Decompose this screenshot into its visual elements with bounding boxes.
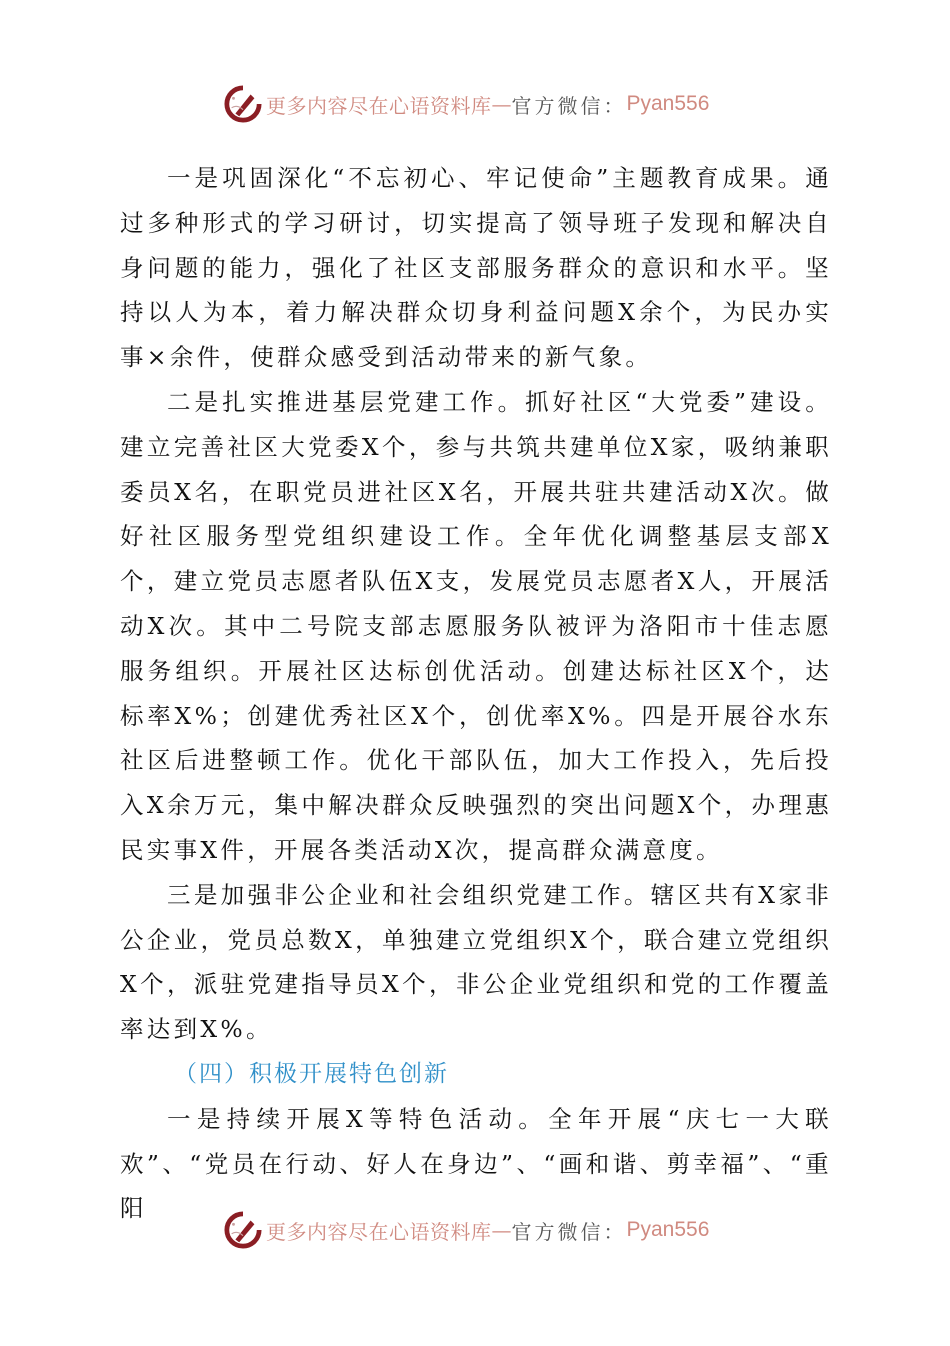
footer-watermark <box>224 1210 744 1250</box>
watermark-main-text: 更多内容尽在心语资料库 <box>266 93 492 118</box>
watermark-sub-text: 官方微信： <box>511 1219 627 1244</box>
watermark-main-text: 更多内容尽在心语资料库 <box>266 1219 492 1244</box>
quill-logo-icon <box>224 85 262 123</box>
paragraph-4: 一是持续开展X等特色活动。全年开展“庆七一大联欢”、“党员在行动、好人在身边”、“画和谐、剪幸福”、“重阳 <box>120 1104 832 1223</box>
watermark-wechat-id: Pyan556 <box>626 1218 710 1241</box>
quill-logo-icon <box>224 1211 262 1249</box>
paragraph-1: 一是巩固深化“不忘初心、牢记使命”主题教育成果。通过多种形式的学习研讨，切实提高了领导班子发现和解决自身问题的能力，强化了社区支部服务群众的意识和水平。坚持以人为本，着力解决群众切身利益问题X余个，为民办实事×余件，使群众感受到活动带来的新气象。 <box>120 164 832 372</box>
section-heading: （四）积极开展特色创新 <box>174 1060 449 1087</box>
watermark-wechat-id: Pyan556 <box>626 92 710 115</box>
header-watermark <box>224 84 744 124</box>
watermark-dash: — <box>491 92 512 116</box>
paragraph-3: 三是加强非公企业和社会组织党建工作。辖区共有X家非公企业，党员总数X，单独建立党组织X个，联合建立党组织X个，派驻党建指导员X个，非公企业党组织和党的工作覆盖率达到X%。 <box>120 880 832 1044</box>
paragraph-2: 二是扎实推进基层党建工作。抓好社区“大党委”建设。建立完善社区大党委X个，参与共筑共建单位X家，吸纳兼职委员X名，在职党员进社区X名，开展共驻共建活动X次。做好社区服务型党组织建设工作。全年优化调整基层支部X个，建立党员志愿者队伍X支，发展党员志愿者X人，开展活动X次。其中二号院支部志愿服务队被评为洛阳市十佳志愿服务组织。开展社区达标创优活动。创建达标社区X个，达标率X%；创建优秀社区X个，创优率X%。四是开展谷水东社区后进整顿工作。优化干部队伍，加大工作投入，先后投入X余万元，集中解决群众反映强烈的突出问题X个，办理惠民实事X件，开展各类活动X次，提高群众满意度。 <box>120 387 832 864</box>
watermark-dash: — <box>491 1218 512 1242</box>
document-body <box>120 156 832 1231</box>
watermark-sub-text: 官方微信： <box>511 93 627 118</box>
